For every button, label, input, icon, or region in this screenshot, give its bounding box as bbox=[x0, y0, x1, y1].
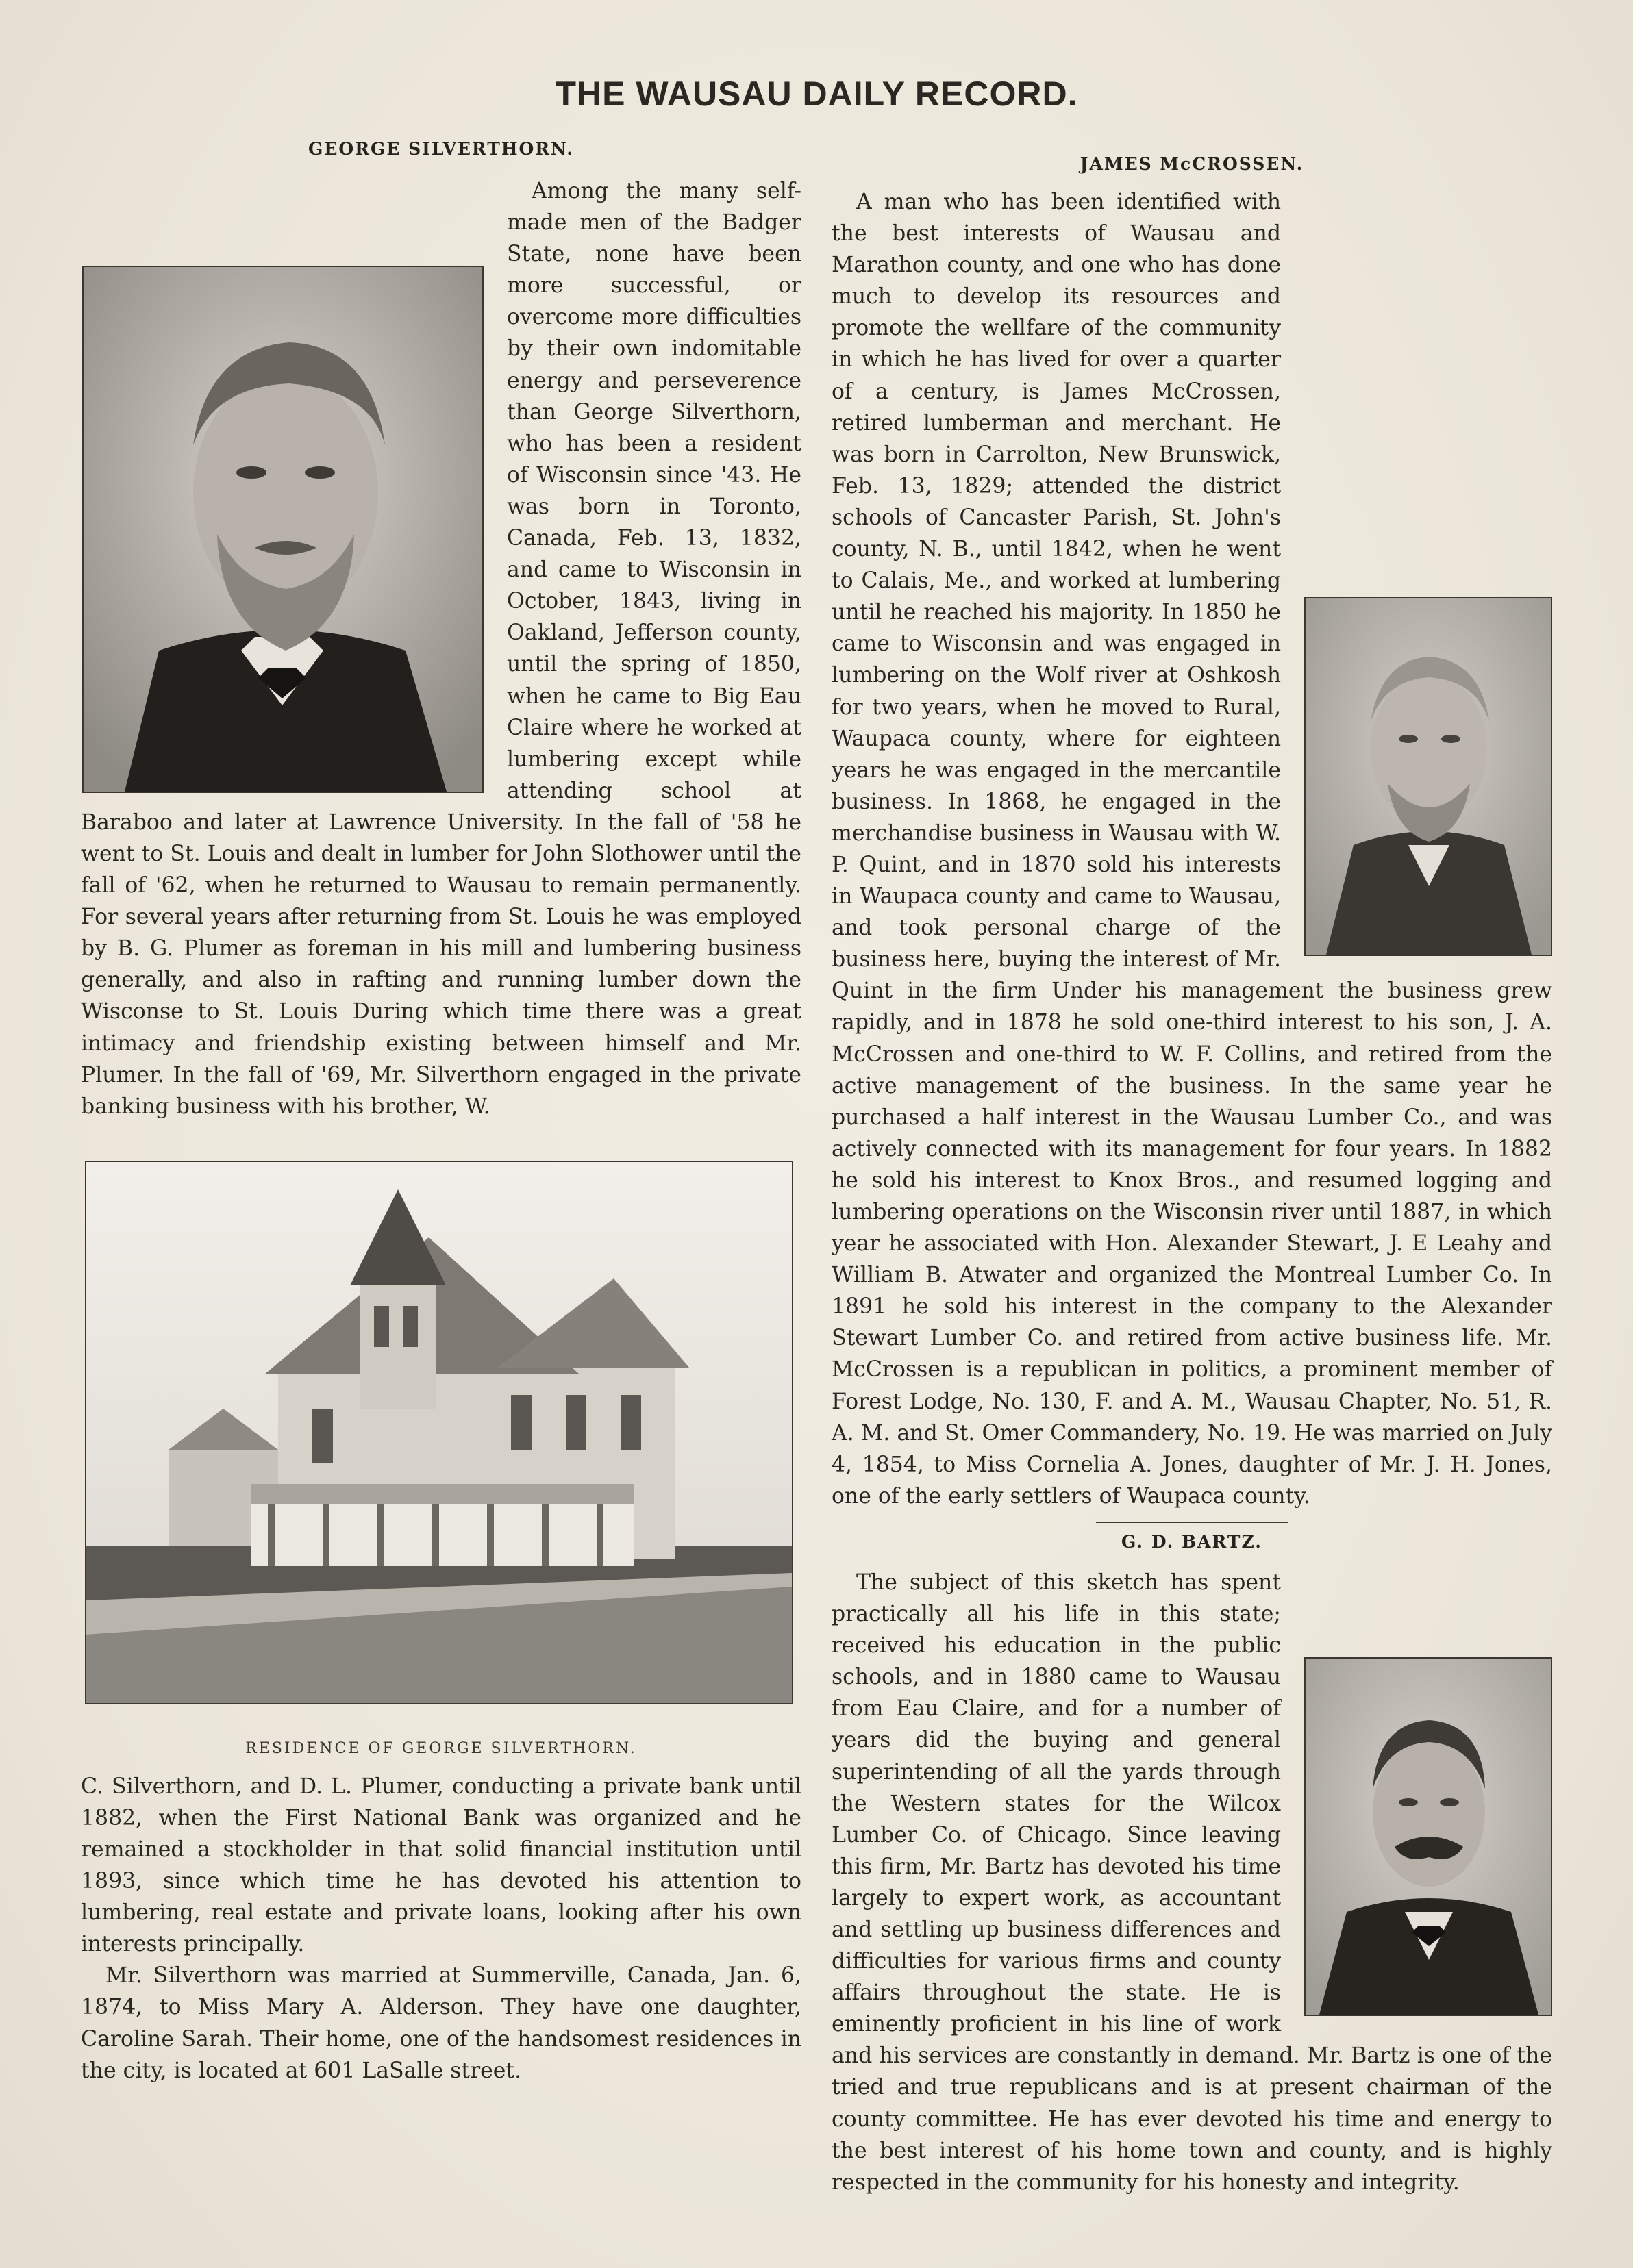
silverthorn-headline: GEORGE SILVERTHORN. bbox=[308, 139, 574, 159]
silverthorn-continued-text: C. Silverthorn, and D. L. Plumer, conducting a private bank until 1882, when the First National Bank was organized and he remained a stockholder in that solid financial institution until 1893, since which time he has devoted his attention to lumbering, real estate and private loans, looking after his own interests principally. bbox=[81, 1774, 801, 1957]
mccrossen-headline: JAMES McCROSSEN. bbox=[1080, 154, 1304, 174]
bartz-headline: G. D. BARTZ. bbox=[1121, 1531, 1263, 1552]
newspaper-masthead: THE WAUSAU DAILY RECORD. bbox=[555, 75, 1078, 113]
mccrossen-block bbox=[832, 186, 1552, 1512]
silverthorn-intro-block bbox=[81, 175, 801, 1122]
residence-photo-caption: RESIDENCE OF GEORGE SILVERTHORN. bbox=[245, 1739, 637, 1757]
victorian-house-icon bbox=[86, 1162, 792, 1703]
article-divider bbox=[1096, 1522, 1288, 1523]
silverthorn-family-text: Mr. Silverthorn was married at Summerville, Canada, Jan. 6, 1874, to Miss Mary A. Alderson. They have one daughter, Caroline Sarah. Their home, one of the handsomest residences in the city, is located at 601 LaSalle street. bbox=[81, 1963, 801, 2083]
silverthorn-residence-photo bbox=[85, 1161, 793, 1704]
mustached-man-portrait-icon bbox=[1306, 1659, 1551, 2015]
silverthorn-intro-text: Among the many self-made men of the Badger State, none have been more successful, or overcome more difficulties by their own indomitable energy and perseverence than George Silverthorn, who has been a resident of Wisconsin since '43. He was born in Toronto, Canada, Feb. 13, 1832, and came to Wisconsin in October, 1843, living in Oakland, Jefferson county, until the spring of 1850, when he came to Big Eau Claire where he worked at lumbering except while attending school at Baraboo and later at Lawrence University. In the fall of '58 he went to St. Louis and dealt in lumber for John Slothower until the fall of '62, when he returned to Wausau to remain permanently. For several years after returning from St. Louis he was employed by B. G. Plumer as foreman in his mill and lumbering business generally, and also in rafting and running lumber down the Wisconse to St. Louis During which time there was a great intimacy and friendship existing between himself and Mr. Plumer. In the fall of '69, Mr. Silverthorn engaged in the private banking business with his brother, W. bbox=[81, 179, 801, 1119]
left-column bbox=[81, 137, 801, 2087]
bearded-man-portrait-icon bbox=[84, 267, 482, 792]
mccrossen-portrait bbox=[1304, 597, 1552, 956]
elderly-man-portrait-icon bbox=[1306, 598, 1551, 955]
bartz-block bbox=[832, 1567, 1552, 2198]
silverthorn-portrait bbox=[82, 266, 484, 793]
right-column bbox=[832, 137, 1552, 2198]
bartz-text: The subject of this sketch has spent practically all his life in this state; received his education in the public schools, and in 1880 came to Wausau from Eau Claire, and for a number of years did the buying and general superintending of all the yards through the Western states for the Wilcox Lumber Co. of Chicago. Since leaving this firm, Mr. Bartz has devoted his time largely to expert work, as accountant and settling up business differences and difficulties for various firms and county affairs throughout the state. He is eminently proficient in his line of work and his services are constantly in demand. Mr. Bartz is one of the tried and true republicans and is at present chairman of the county committee. He has ever devoted his time and energy to the best interest of his home town and county, and is highly respected in the community for his honesty and integrity. bbox=[832, 1570, 1552, 2195]
bartz-portrait bbox=[1304, 1657, 1552, 2016]
mccrossen-text: A man who has been identified with the best interests of Wausau and Marathon county, and one who has done much to develop its resources and promote the wellfare of the community in which he has lived for over a quarter of a century, is James McCrossen, retired lumberman and merchant. He was born in Carrolton, New Brunswick, Feb. 13, 1829; attended the district schools of Cancaster Parish, St. John's county, N. B., until 1842, when he went to Calais, Me., and worked at lumbering until he reached his majority. In 1850 he came to Wisconsin and was engaged in lumbering on the Wolf river at Oshkosh for two years, when he moved to Rural, Waupaca county, where for eighteen years he was engaged in the mercantile business. In 1868, he engaged in the merchandise business in Wausau with W. P. Quint, and in 1870 sold his interests in Waupaca county and came to Wausau, and took personal charge of the business here, buying the interest of Mr. Quint in the firm Under his management the business grew rapidly, and in 1878 he sold one-third interest to his son, J. A. McCrossen and one-third to W. F. Collins, and retired from the active management of the business. In the same year he purchased a half interest in the Wausau Lumber Co., and was actively connected with its management for four years. In 1882 he sold his interest to Knox Bros., and resumed logging and lumbering operations on the Wisconsin river until 1887, in which year he associated with Hon. Alexander Stewart, J. E Leahy and William B. Atwater and organized the Montreal Lumber Co. In 1891 he sold his interest in the company to the Alexander Stewart Lumber Co. and retired from active business life. Mr. McCrossen is a republican in politics, a prominent member of Forest Lodge, No. 130, F. and A. M., Wausau Chapter, No. 51, R. A. M. and St. Omer Commandery, No. 19. He was married on July 4, 1854, to Miss Cornelia A. Jones, daughter of Mr. J. H. Jones, one of the early settlers of Waupaca county. bbox=[832, 190, 1552, 1509]
